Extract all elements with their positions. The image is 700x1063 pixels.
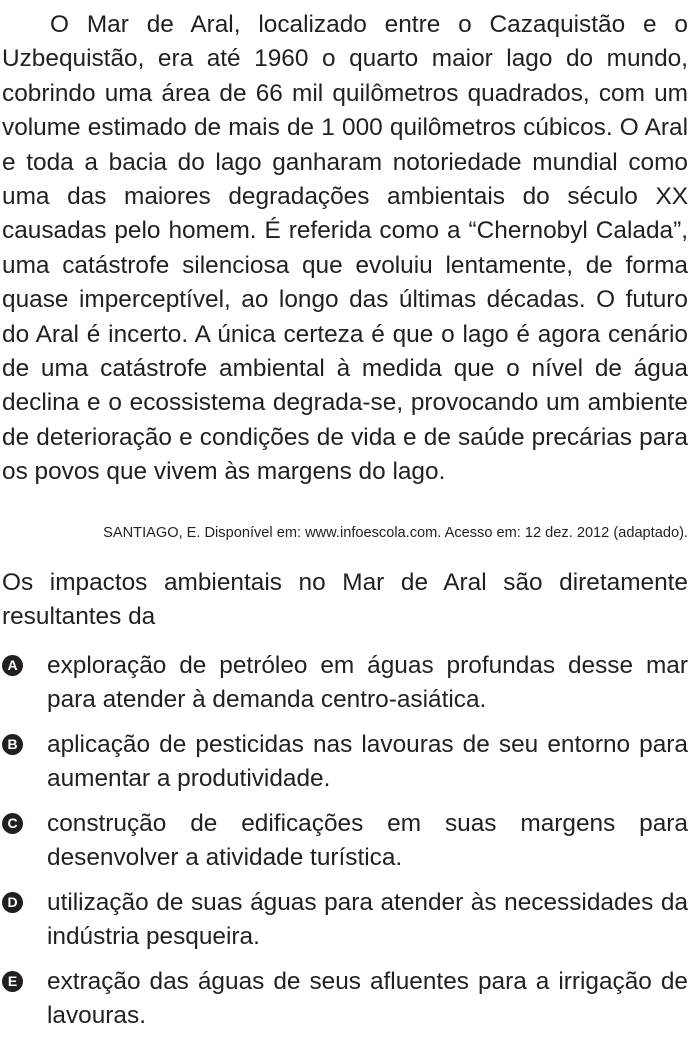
question-stem: Os impactos ambientais no Mar de Aral são diretamente resultantes da bbox=[2, 568, 688, 630]
passage-text: O Mar de Aral, localizado entre o Cazaquistão e o Uzbequistão, era até 1960 o quarto maior lago do mundo, cobrindo uma área de 66 mil quilômetros quadrados, com um volume estimado de mais de 1 000 quilômetros cúbicos. O Aral e toda a bacia do lago ganharam notoriedade mundial como uma das maiores degradações ambientais do século XX causadas pelo homem. É referida como a “Chernobyl Calada”, uma catástrofe silenciosa que evoluiu lentamente, de forma quase imperceptível, ao longo das últimas décadas. O futuro do Aral é incerto. A única certeza é que o lago é agora cenário de uma catástrofe ambiental à medida que o nível de água declina e o ecossistema degrada-se, provocando um ambiente de deterioração e condições de vida e de saúde precárias para os povos que vivem às margens do lago. bbox=[2, 11, 688, 486]
option-a-text: exploração de petróleo em águas profundas desse mar para atender à demanda centro-asiática. bbox=[47, 651, 688, 713]
option-d-text: utilização de suas águas para atender às necessidades da indústria pesqueira. bbox=[47, 888, 688, 950]
answer-options bbox=[2, 649, 688, 1033]
option-b-text: aplicação de pesticidas nas lavouras de seu entorno para aumentar a produtividade. bbox=[47, 730, 688, 792]
option-d[interactable] bbox=[2, 886, 688, 954]
option-b-letter-badge: B bbox=[2, 734, 23, 755]
option-e[interactable] bbox=[2, 965, 688, 1033]
option-e-letter-badge: E bbox=[2, 971, 23, 992]
option-d-letter-badge: D bbox=[2, 892, 23, 913]
option-b[interactable] bbox=[2, 728, 688, 796]
option-c-letter-badge: C bbox=[2, 813, 23, 834]
option-c[interactable] bbox=[2, 807, 688, 875]
option-c-text: construção de edificações em suas margens para desenvolver a atividade turística. bbox=[47, 809, 688, 871]
option-a-letter-badge: A bbox=[2, 655, 23, 676]
option-e-text: extração das águas de seus afluentes para a irrigação de lavouras. bbox=[47, 967, 688, 1029]
source-citation: SANTIAGO, E. Disponível em: www.infoescola.com. Acesso em: 12 dez. 2012 (adaptado). bbox=[103, 524, 688, 541]
option-a[interactable] bbox=[2, 649, 688, 717]
